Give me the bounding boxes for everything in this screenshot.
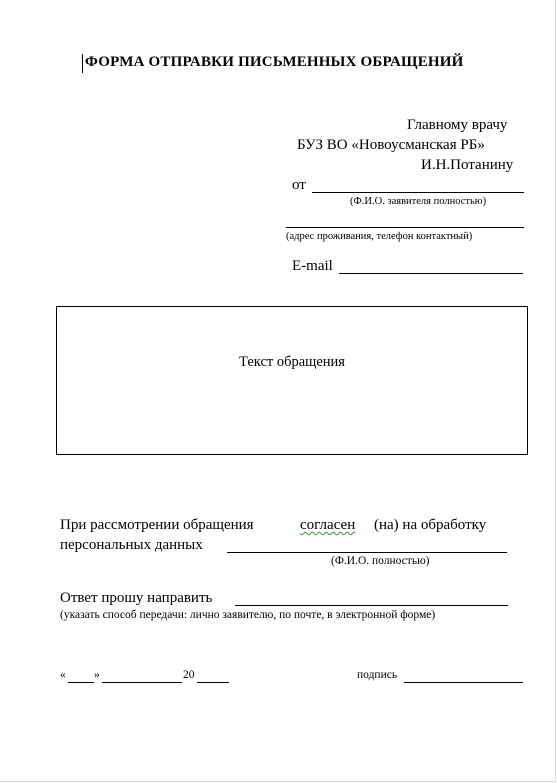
date-month-line[interactable] <box>102 682 182 683</box>
reply-label: Ответ прошу направить <box>60 590 213 606</box>
fio-input-line[interactable] <box>312 192 524 193</box>
date-day-line[interactable] <box>68 682 94 683</box>
addressee-line-2: БУЗ ВО «Новоусманская РБ» <box>297 137 485 153</box>
date-year-line[interactable] <box>197 682 229 683</box>
appeal-text-box[interactable] <box>56 306 528 455</box>
consent-text-part1: При рассмотрении обращения <box>60 517 254 533</box>
consent-text-part2: (на) на обработку <box>374 517 487 533</box>
reply-method-line[interactable] <box>235 605 508 606</box>
consent-fio-hint: (Ф.И.О. полностью) <box>331 555 430 567</box>
consent-agree-word: согласен <box>300 517 356 533</box>
email-label: E-mail <box>292 258 333 274</box>
address-input-line[interactable] <box>286 227 524 228</box>
date-close-quote: » <box>94 669 100 681</box>
consent-line2: персональных данных <box>60 537 203 553</box>
email-input-line[interactable] <box>339 273 523 274</box>
form-title: ФОРМА ОТПРАВКИ ПИСЬМЕННЫХ ОБРАЩЕНИЙ <box>85 54 464 70</box>
date-year-prefix: 20 <box>183 669 195 681</box>
signature-line[interactable] <box>404 682 523 683</box>
reply-hint: (указать способ передачи: лично заявителю, по почте, в электронной форме) <box>60 609 436 621</box>
date-open-quote: « <box>60 669 66 681</box>
text-cursor <box>82 54 83 73</box>
fio-hint: (Ф.И.О. заявителя полностью) <box>350 196 487 207</box>
consent-fio-line[interactable] <box>227 552 507 553</box>
from-label: от <box>292 177 306 193</box>
addressee-line-3: И.Н.Потанину <box>421 157 514 173</box>
address-hint: (адрес проживания, телефон контактный) <box>286 231 473 242</box>
signature-label: подпись <box>357 669 398 681</box>
appeal-box-label: Текст обращения <box>239 354 345 370</box>
addressee-line-1: Главному врачу <box>407 117 508 133</box>
